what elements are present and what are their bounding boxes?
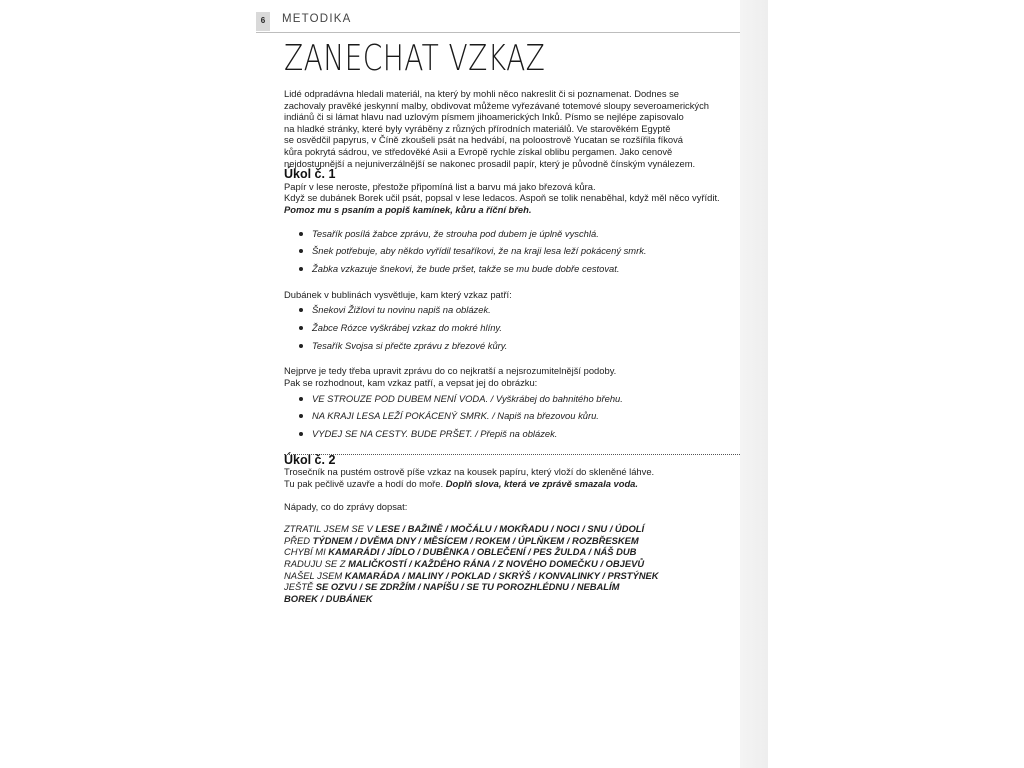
section-name: METODIKA: [282, 13, 352, 25]
intro-line: nejdostupnější a nejuniverzálnější se nakonec prosadil papír, který je původně čínským vynálezem.: [284, 157, 696, 169]
idea-line: [284, 523, 740, 535]
task2-line: Trosečník na pustém ostrově píše vzkaz na kousek papíru, který vloží do skleněné láhve.: [284, 466, 655, 478]
list-item: VE STROUZE POD DUBEM NENÍ VODA. / Vyškrábej do bahnitého břehu.: [312, 393, 740, 405]
messages-list: [284, 228, 740, 275]
page-edge-shadow: [740, 0, 768, 768]
shortened-messages-list: [284, 393, 740, 440]
list-item: Šnekovi Žižlovi tu novinu napiš na oblázek.: [312, 304, 740, 316]
idea-words: TÝDNEM / DVĚMA DNY / MĚSÍCEM / ROKEM / ÚPLŇKEM / ROZBŘESKEM: [312, 534, 639, 546]
idea-line: [284, 558, 740, 570]
shorten-line: Pak se rozhodnout, kam vzkaz patří, a vepsat jej do obrázku:: [284, 377, 538, 389]
list-item: Tesařík posílá žabce zprávu, že strouha pod dubem je úplně vyschlá.: [312, 228, 740, 240]
idea-prefix: PŘED: [284, 534, 313, 546]
list-item: Žabka vzkazuje šnekovi, že bude pršet, takže se mu bude dobře cestovat.: [312, 263, 740, 275]
task2-paragraph: [284, 466, 740, 489]
shorten-paragraph: [284, 365, 740, 388]
signature-words: BOREK / DUBÁNEK: [284, 592, 373, 604]
intro-line: indiánů či si lámat hlavu nad uzlovým písmem jihoamerických Inků. Písmo se nejlépe zapisovalo: [284, 111, 684, 123]
list-item: Žabce Rózce vyškrábej vzkaz do mokré hlíny.: [312, 322, 740, 334]
list-item: VYDEJ SE NA CESTY. BUDE PRŠET. / Přepiš na oblázek.: [312, 428, 740, 440]
list-item: NA KRAJI LESA LEŽÍ POKÁCENÝ SMRK. / Napiš na březovou kůru.: [312, 410, 740, 422]
task1-heading: Úkol č. 1: [284, 167, 336, 182]
list-item: Šnek potřebuje, aby někdo vyřídil tesaříkovi, že na kraji lesa leží pokácený smrk.: [312, 245, 740, 257]
idea-line: [284, 570, 740, 582]
idea-prefix: CHYBÍ MI: [284, 546, 329, 558]
ideas-intro: Nápady, co do zprávy dopsat:: [284, 500, 408, 512]
task2-line: [284, 478, 740, 490]
task2-line-text: Tu pak pečlivě uzavře a hodí do moře.: [284, 477, 446, 489]
idea-words: SE OZVU / SE ZDRŽÍM / NAPÍŠU / SE TU POROZHLÉDNU / NEBALÍM: [315, 581, 620, 593]
list-item: Tesařík Svojsa si přečte zprávu z březové kůry.: [312, 340, 740, 352]
intro-line: zachovaly pravěké jeskynní malby, obdivovat můžeme vyřezávané totemové sloupy severoamerických: [284, 99, 710, 111]
idea-words: KAMARÁDI / JÍDLO / DUBĚNKA / OBLEČENÍ / PES ŽULDA / NÁŠ DUB: [328, 546, 637, 558]
intro-line: se osvědčil papyrus, v Číně zkoušeli psát na hedvábí, na poloostrově Yucatan se rozšířila fíková: [284, 134, 684, 146]
intro-paragraph: [284, 88, 740, 169]
intro-line: na hladké stránky, které byly vyráběny z různých přírodních materiálů. Ve starověkém Egyptě: [284, 122, 671, 134]
intro-line: kůra pokrytá sádrou, ve středověké Asii a Evropě rychle získal oblibu pergamen. Jako cenově: [284, 145, 673, 157]
page-content: [284, 88, 740, 604]
idea-line: [284, 535, 740, 547]
task2-heading: Úkol č. 2: [284, 452, 336, 467]
shorten-line: Nejprve je tedy třeba upravit zprávu do co nejkratší a nejsrozumitelnější podoby.: [284, 365, 617, 377]
idea-words: LESE / BAŽINĚ / MOČÁLU / MOKŘADU / NOCI / SNU / ÚDOLÍ: [375, 523, 645, 535]
task2-instruction: Doplň slova, která ve zprávě smazala voda.: [445, 477, 638, 489]
signature-line: [284, 593, 740, 605]
intro-line: Lidé odpradávna hledali materiál, na který by mohli něco nakreslit či si poznamenat. Dodnes se: [284, 88, 680, 99]
task1-instruction: Pomoz mu s psaním a popiš kamínek, kůru a říční břeh.: [284, 203, 532, 215]
idea-prefix: ZTRATIL JSEM SE V: [284, 523, 376, 535]
page-title: ZANECHAT VZKAZ: [284, 38, 546, 79]
idea-words: MALIČKOSTÍ / KAŽDÉHO RÁNA / Z NOVÉHO DOMEČKU / OBJEVŮ: [348, 557, 645, 569]
idea-prefix: RADUJU SE Z: [284, 557, 349, 569]
page-header: [256, 12, 740, 33]
task1-paragraph: [284, 181, 740, 216]
ideas-list: [284, 523, 740, 604]
idea-line: [284, 546, 740, 558]
idea-words: KAMARÁDA / MALINY / POKLAD / SKRÝŠ / KONVALINKY / PRSTÝNEK: [344, 569, 659, 581]
page-number: 6: [256, 12, 270, 31]
bubbles-list: [284, 304, 740, 351]
idea-prefix: JEŠTĚ: [284, 581, 316, 593]
task1-line: Papír v lese neroste, přestože připomíná list a barvu má jako březová kůra.: [284, 180, 596, 192]
idea-line: [284, 581, 740, 593]
idea-prefix: NAŠEL JSEM: [284, 569, 345, 581]
task1-line: Když se dubánek Borek učil psát, popsal v lese ledacos. Aspoň se tolik nenaběhal, když měl něco vyřídit.: [284, 192, 720, 204]
bubbles-intro: Dubánek v bublinách vysvětluje, kam který vzkaz patří:: [284, 288, 512, 300]
